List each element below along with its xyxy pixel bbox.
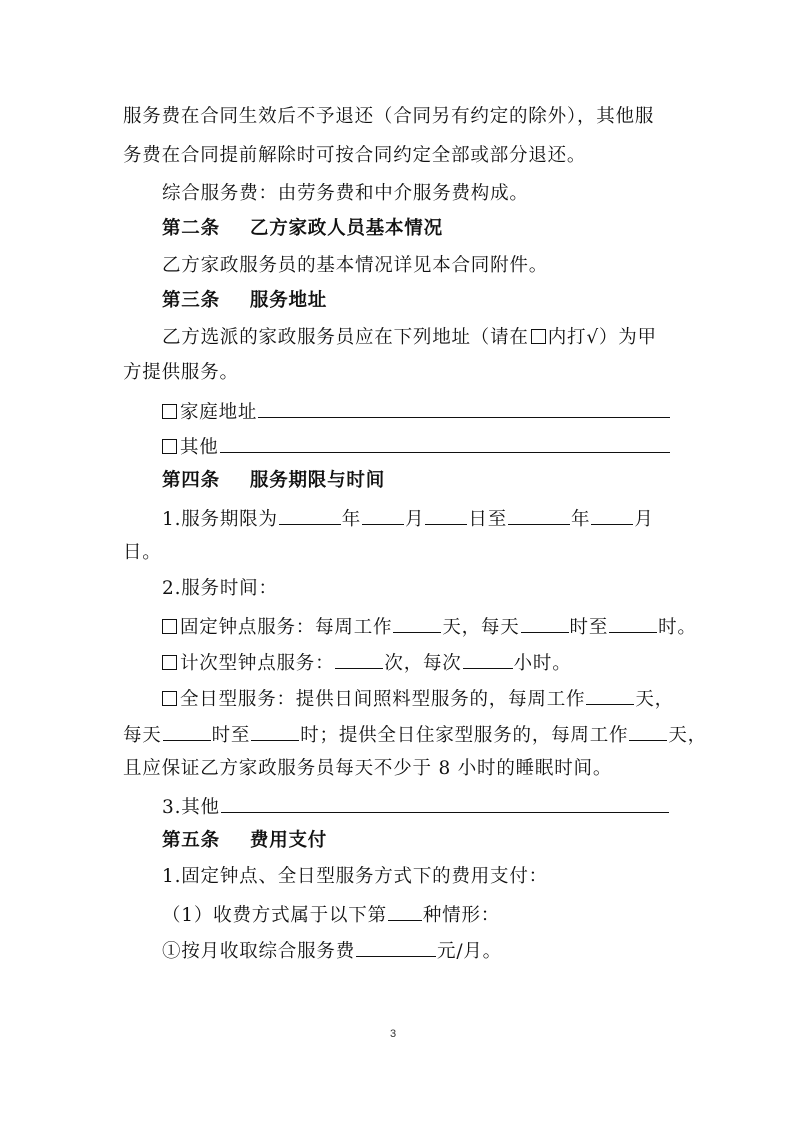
text: 种情形： (422, 905, 501, 926)
paragraph-line (123, 143, 586, 169)
text: 方提供服务。 (123, 362, 239, 383)
article-number: 第二条 (162, 218, 220, 239)
fill-blank-count-hours[interactable] (463, 648, 513, 669)
paragraph-line (123, 540, 162, 566)
fill-blank-daily-start[interactable] (163, 720, 211, 741)
text: 且应保证乙方家政服务员每天不少于 8 小时的睡眠时间。 (123, 758, 613, 779)
article-title: 服务地址 (249, 290, 328, 311)
article-number: 第五条 (162, 830, 220, 851)
paragraph-line (162, 864, 548, 890)
fill-blank-start-month[interactable] (362, 504, 404, 525)
text: ）为甲 (598, 327, 657, 348)
paragraph-line (162, 325, 657, 351)
service-term-line (162, 504, 654, 533)
fill-blank-count-times[interactable] (335, 648, 383, 669)
checkbox-option-fixed-hour (162, 612, 697, 641)
checkbox-option-other (162, 432, 671, 461)
text: 时；提供全日住家型服务的，每周工作 (300, 725, 629, 746)
paragraph-line (123, 720, 707, 749)
fill-blank-other-time[interactable] (221, 792, 669, 813)
text: 1.服务期限为 (162, 509, 278, 530)
article-heading (162, 828, 327, 854)
text: 天， (635, 689, 674, 710)
paragraph-line (162, 900, 500, 929)
fill-blank-fixed-start[interactable] (521, 612, 569, 633)
fill-blank-end-year[interactable] (508, 504, 570, 525)
checkbox-option-count-hour (162, 648, 572, 677)
fill-blank-other[interactable] (220, 432, 670, 453)
text: 乙方选派的家政服务员应在下列地址（请在 (162, 327, 529, 348)
text: 时至 (569, 617, 609, 638)
fill-blank-start-day[interactable] (425, 504, 467, 525)
text: 2.服务时间： (162, 578, 278, 599)
fill-blank-end-month[interactable] (591, 504, 633, 525)
article-title: 服务期限与时间 (249, 470, 386, 491)
checkbox-icon[interactable] (162, 439, 177, 454)
article-title: 乙方家政人员基本情况 (249, 218, 443, 239)
checkbox-icon (531, 329, 546, 344)
fill-blank-pay-method[interactable] (388, 900, 422, 921)
checkbox-option-fullday (162, 684, 674, 713)
paragraph-line (162, 253, 548, 279)
option-label: 家庭地址 (180, 402, 258, 423)
fill-blank-fixed-end[interactable] (609, 612, 657, 633)
article-title: 费用支付 (249, 830, 328, 851)
text: 全日型服务：提供日间照料型服务的，每周工作 (180, 689, 586, 710)
text: 月 (405, 509, 425, 530)
text: 小时。 (513, 653, 572, 674)
text: 天，每天 (442, 617, 520, 638)
text: 时至 (211, 725, 251, 746)
checkbox-icon[interactable] (162, 404, 177, 419)
text: 内打 (547, 327, 587, 348)
paragraph-line (162, 936, 502, 965)
option-label: 其他 (180, 437, 219, 458)
article-heading (162, 468, 385, 494)
paragraph-line (123, 360, 239, 386)
paragraph-line (162, 181, 529, 207)
checkmark-icon: √ (586, 327, 599, 348)
text: （1）收费方式属于以下第 (162, 905, 387, 926)
text: 日至 (468, 509, 507, 530)
checkbox-option-home-address (162, 397, 671, 426)
article-heading (162, 288, 327, 314)
article-number: 第四条 (162, 470, 220, 491)
article-number: 第三条 (162, 290, 220, 311)
checkbox-icon[interactable] (162, 655, 177, 670)
text: 时。 (658, 617, 697, 638)
text: 乙方家政服务员的基本情况详见本合同附件。 (162, 255, 549, 276)
fill-blank-fullday-days[interactable] (586, 684, 634, 705)
fill-blank-fixed-days[interactable] (393, 612, 441, 633)
checkbox-icon[interactable] (162, 619, 177, 634)
paragraph-line (162, 576, 278, 602)
fill-blank-live-in-days[interactable] (629, 720, 667, 741)
fill-blank-start-year[interactable] (279, 504, 341, 525)
text: 元/月。 (437, 941, 502, 962)
text: 月 (634, 509, 654, 530)
fill-blank-daily-end[interactable] (251, 720, 299, 741)
text: 1.固定钟点、全日型服务方式下的费用支付： (162, 866, 548, 887)
text: 务费在合同提前解除时可按合同约定全部或部分退还。 (123, 145, 587, 166)
text: 综合服务费：由劳务费和中介服务费构成。 (162, 183, 529, 204)
fill-blank-home-address[interactable] (258, 397, 670, 418)
checkbox-icon[interactable] (162, 691, 177, 706)
text: 固定钟点服务：每周工作 (180, 617, 393, 638)
paragraph-line (123, 104, 654, 130)
page-number: 3 (390, 1028, 397, 1040)
text: 每天 (123, 725, 162, 746)
text: ①按月收取综合服务费 (162, 941, 356, 962)
paragraph-line (123, 756, 612, 782)
text: 次，每次 (384, 653, 462, 674)
text: 服务费在合同生效后不予退还（合同另有约定的除外），其他服 (123, 106, 655, 127)
text: 天， (668, 725, 707, 746)
text: 3.其他 (162, 797, 220, 818)
other-line (162, 792, 670, 821)
text: 计次型钟点服务： (180, 653, 335, 674)
text: 年 (571, 509, 591, 530)
fill-blank-monthly-fee[interactable] (356, 936, 436, 957)
article-heading (162, 216, 443, 242)
text: 年 (341, 509, 362, 530)
text: 日。 (123, 542, 162, 563)
